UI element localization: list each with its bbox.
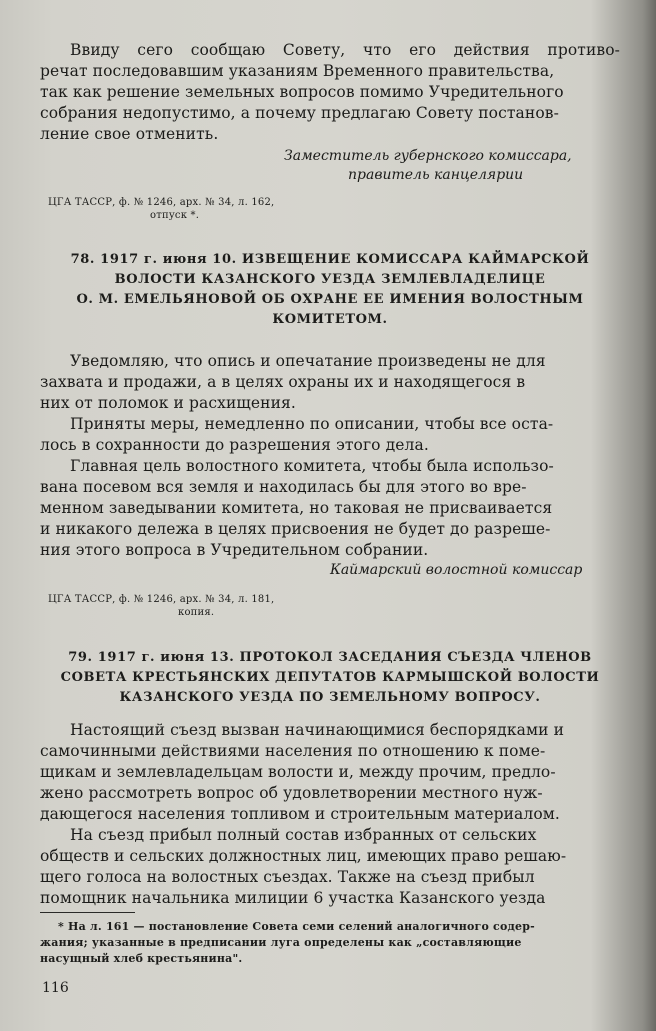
footnote-rule bbox=[40, 912, 135, 913]
text-line: На съезд прибыл полный состав избранных от сельских bbox=[70, 826, 537, 844]
heading-line: СОВЕТА КРЕСТЬЯНСКИХ ДЕПУТАТОВ КАРМЫШСКОЙ ВОЛОСТИ bbox=[60, 670, 600, 685]
text-line: дающегося населения топливом и строительным материалом. bbox=[40, 805, 560, 823]
text-line: обществ и сельских должностных лиц, имеющих право решаю- bbox=[40, 847, 567, 865]
text-line: помощник начальника милиции 6 участка Казанского уезда bbox=[40, 889, 546, 907]
text-line: Ввиду сего сообщаю Совету, что его действия противо- bbox=[70, 41, 620, 59]
text-line: так как решение земельных вопросов помимо Учредительного bbox=[40, 83, 564, 101]
signature-line: Заместитель губернского комиссара, bbox=[284, 148, 572, 164]
text-line: самочинными действиями населения по отношению к поме- bbox=[40, 742, 546, 760]
footnote-line: жания; указанные в предписании луга определены как „составляющие bbox=[40, 936, 522, 949]
text-line: жено рассмотреть вопрос об удовлетворении местного нуж- bbox=[40, 784, 543, 802]
signature-line: правитель канцелярии bbox=[348, 167, 524, 183]
page-number: 116 bbox=[42, 980, 69, 996]
text-line: собрания недопустимо, а почему предлагаю Совету постанов- bbox=[40, 104, 559, 122]
text-line: речат последовавшим указаниям Временного правительства, bbox=[40, 62, 555, 80]
footnote-line: насущный хлеб крестьянина". bbox=[40, 952, 243, 965]
text-line: лось в сохранности до разрешения этого дела. bbox=[40, 436, 429, 454]
text-line: и никакого дележа в целях присвоения не будет до разреше- bbox=[40, 520, 551, 538]
heading-line: КОМИТЕТОМ. bbox=[272, 312, 388, 327]
text-line: ния этого вопроса в Учредительном собрании. bbox=[40, 541, 429, 559]
text-line: них от поломок и расхищения. bbox=[40, 394, 296, 412]
archive-source: отпуск *. bbox=[150, 210, 200, 221]
text-line: щего голоса на волостных съездах. Также на съезд прибыл bbox=[40, 868, 535, 886]
text-line: Главная цель волостного комитета, чтобы была использо- bbox=[70, 457, 554, 475]
heading-line: ВОЛОСТИ КАЗАНСКОГО УЕЗДА ЗЕМЛЕВЛАДЕЛИЦЕ bbox=[114, 272, 546, 287]
heading-line: О. М. ЕМЕЛЬЯНОВОЙ ОБ ОХРАНЕ ЕЕ ИМЕНИЯ ВОЛОСТНЫМ bbox=[76, 292, 584, 307]
text-line: Уведомляю, что опись и опечатание произведены не для bbox=[70, 352, 546, 370]
text-line: щикам и землевладельцам волости и, между прочим, предло- bbox=[40, 763, 556, 781]
text-line: Приняты меры, немедленно по описании, чтобы все оста- bbox=[70, 415, 554, 433]
text-line: захвата и продажи, а в целях охраны их и находящегося в bbox=[40, 373, 526, 391]
archive-source: ЦГА ТАССР, ф. № 1246, арх. № 34, л. 181, bbox=[48, 594, 275, 605]
signature-line: Каймарский волостной комиссар bbox=[330, 562, 583, 578]
text-line: менном заведывании комитета, но таковая не присваивается bbox=[40, 499, 553, 517]
heading-line: 79. 1917 г. июня 13. ПРОТОКОЛ ЗАСЕДАНИЯ СЪЕЗДА ЧЛЕНОВ bbox=[68, 650, 592, 665]
text-line: Настоящий съезд вызван начинающимися беспорядками и bbox=[70, 721, 565, 739]
footnote-line: * На л. 161 — постановление Совета семи селений аналогичного содер- bbox=[58, 920, 535, 933]
heading-line: 78. 1917 г. июня 10. ИЗВЕЩЕНИЕ КОМИССАРА КАЙМАРСКОЙ bbox=[70, 252, 590, 267]
text-line: ление свое отменить. bbox=[40, 125, 219, 143]
text-line: вана посевом вся земля и находилась бы для этого во вре- bbox=[40, 478, 527, 496]
heading-line: КАЗАНСКОГО УЕЗДА ПО ЗЕМЕЛЬНОМУ ВОПРОСУ. bbox=[119, 690, 541, 705]
archive-source: ЦГА ТАССР, ф. № 1246, арх. № 34, л. 162, bbox=[48, 197, 275, 208]
archive-source: копия. bbox=[178, 607, 215, 618]
